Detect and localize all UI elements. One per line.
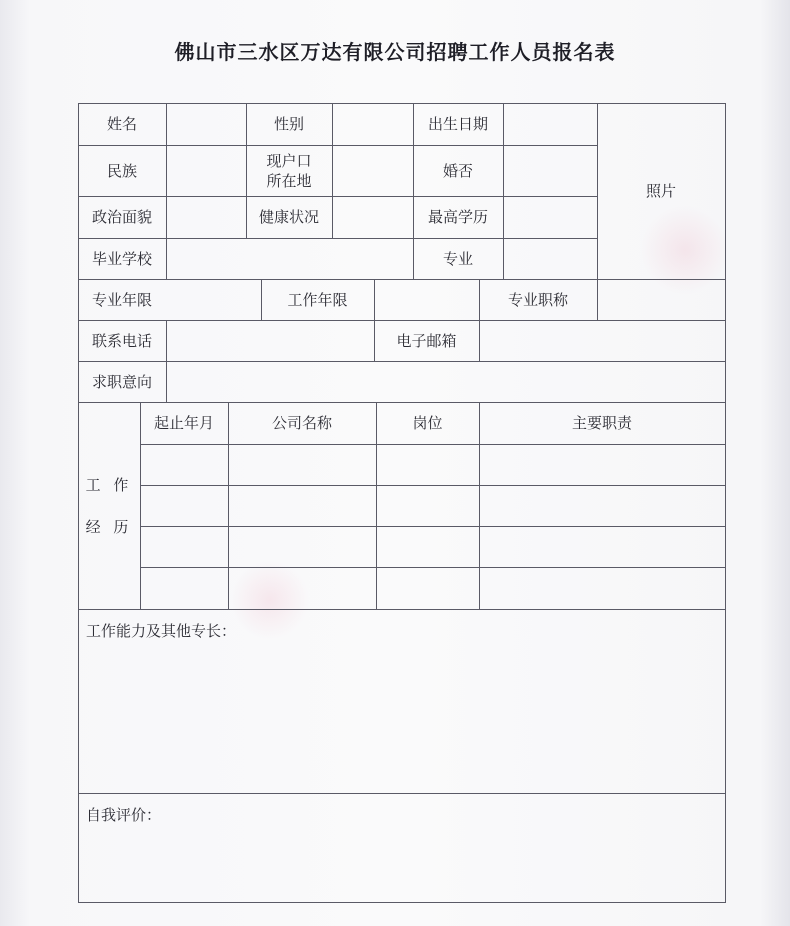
work-row-3-duties[interactable] [479, 526, 725, 567]
field-birth-date[interactable] [503, 103, 597, 145]
field-health[interactable] [332, 196, 413, 238]
work-row-4-period[interactable] [140, 567, 228, 609]
page-title: 佛山市三水区万达有限公司招聘工作人员报名表 [174, 40, 616, 64]
label-health: 健康状况 [258, 208, 319, 226]
work-row-1-company[interactable] [228, 444, 376, 485]
label-school: 毕业学校 [91, 249, 152, 268]
photo-box[interactable]: 照片 [645, 182, 676, 200]
field-major-years[interactable] [166, 279, 261, 320]
field-hukou[interactable] [332, 145, 413, 196]
field-gender[interactable] [332, 103, 413, 145]
work-row-1-position[interactable] [376, 444, 479, 485]
work-row-4-company[interactable] [228, 567, 376, 609]
label-gender: 性别 [273, 115, 304, 133]
label-hukou [246, 145, 332, 196]
skills-label: 工作能力及其他专长： [86, 622, 237, 640]
label-email: 电子邮箱 [396, 331, 457, 350]
work-row-1-period[interactable] [140, 444, 228, 485]
label-work-years: 工作年限 [287, 290, 348, 309]
work-row-2-duties[interactable] [479, 485, 725, 526]
label-job-intention: 求职意向 [91, 372, 152, 391]
self-evaluation-label: 自我评价： [86, 806, 162, 824]
label-professional-title: 专业职称 [507, 290, 568, 309]
field-political-status[interactable] [166, 196, 246, 238]
work-row-2-period[interactable] [140, 485, 228, 526]
work-row-3-period[interactable] [140, 526, 228, 567]
work-row-2-company[interactable] [228, 485, 376, 526]
label-major-years: 专业年限 [91, 290, 152, 309]
col-header-company: 公司名称 [271, 414, 332, 432]
field-phone[interactable] [166, 320, 374, 361]
work-row-4-duties[interactable] [479, 567, 725, 609]
field-major[interactable] [503, 238, 597, 279]
self-evaluation-section[interactable] [78, 793, 725, 902]
field-ethnicity[interactable] [166, 145, 246, 196]
field-job-intention[interactable] [166, 361, 725, 402]
work-row-2-position[interactable] [376, 485, 479, 526]
label-major: 专业 [442, 249, 473, 268]
label-name: 姓名 [106, 115, 137, 133]
field-education[interactable] [503, 196, 597, 238]
label-ethnicity: 民族 [106, 161, 137, 180]
field-work-years[interactable] [374, 279, 479, 320]
col-header-duties: 主要职责 [571, 414, 632, 432]
work-side-line2: 经 历 [85, 517, 133, 536]
field-name[interactable] [166, 103, 246, 145]
label-work-experience [78, 402, 140, 609]
label-hukou-line1: 现户口 [266, 151, 312, 170]
label-education: 最高学历 [427, 208, 488, 226]
work-row-1-duties[interactable] [479, 444, 725, 485]
work-side-line1: 工 作 [85, 475, 133, 494]
field-professional-title[interactable] [597, 279, 725, 320]
field-school[interactable] [166, 238, 413, 279]
skills-section[interactable] [78, 609, 725, 793]
work-row-4-position[interactable] [376, 567, 479, 609]
field-marital[interactable] [503, 145, 597, 196]
label-hukou-line2: 所在地 [266, 171, 312, 190]
field-email[interactable] [479, 320, 725, 361]
label-marital: 婚否 [442, 161, 473, 180]
label-political-status: 政治面貌 [91, 208, 152, 226]
col-header-position: 岗位 [412, 414, 443, 432]
work-row-3-company[interactable] [228, 526, 376, 567]
work-row-3-position[interactable] [376, 526, 479, 567]
col-header-period: 起止年月 [153, 414, 214, 432]
label-birth-date: 出生日期 [427, 115, 488, 133]
label-phone: 联系电话 [91, 331, 152, 350]
